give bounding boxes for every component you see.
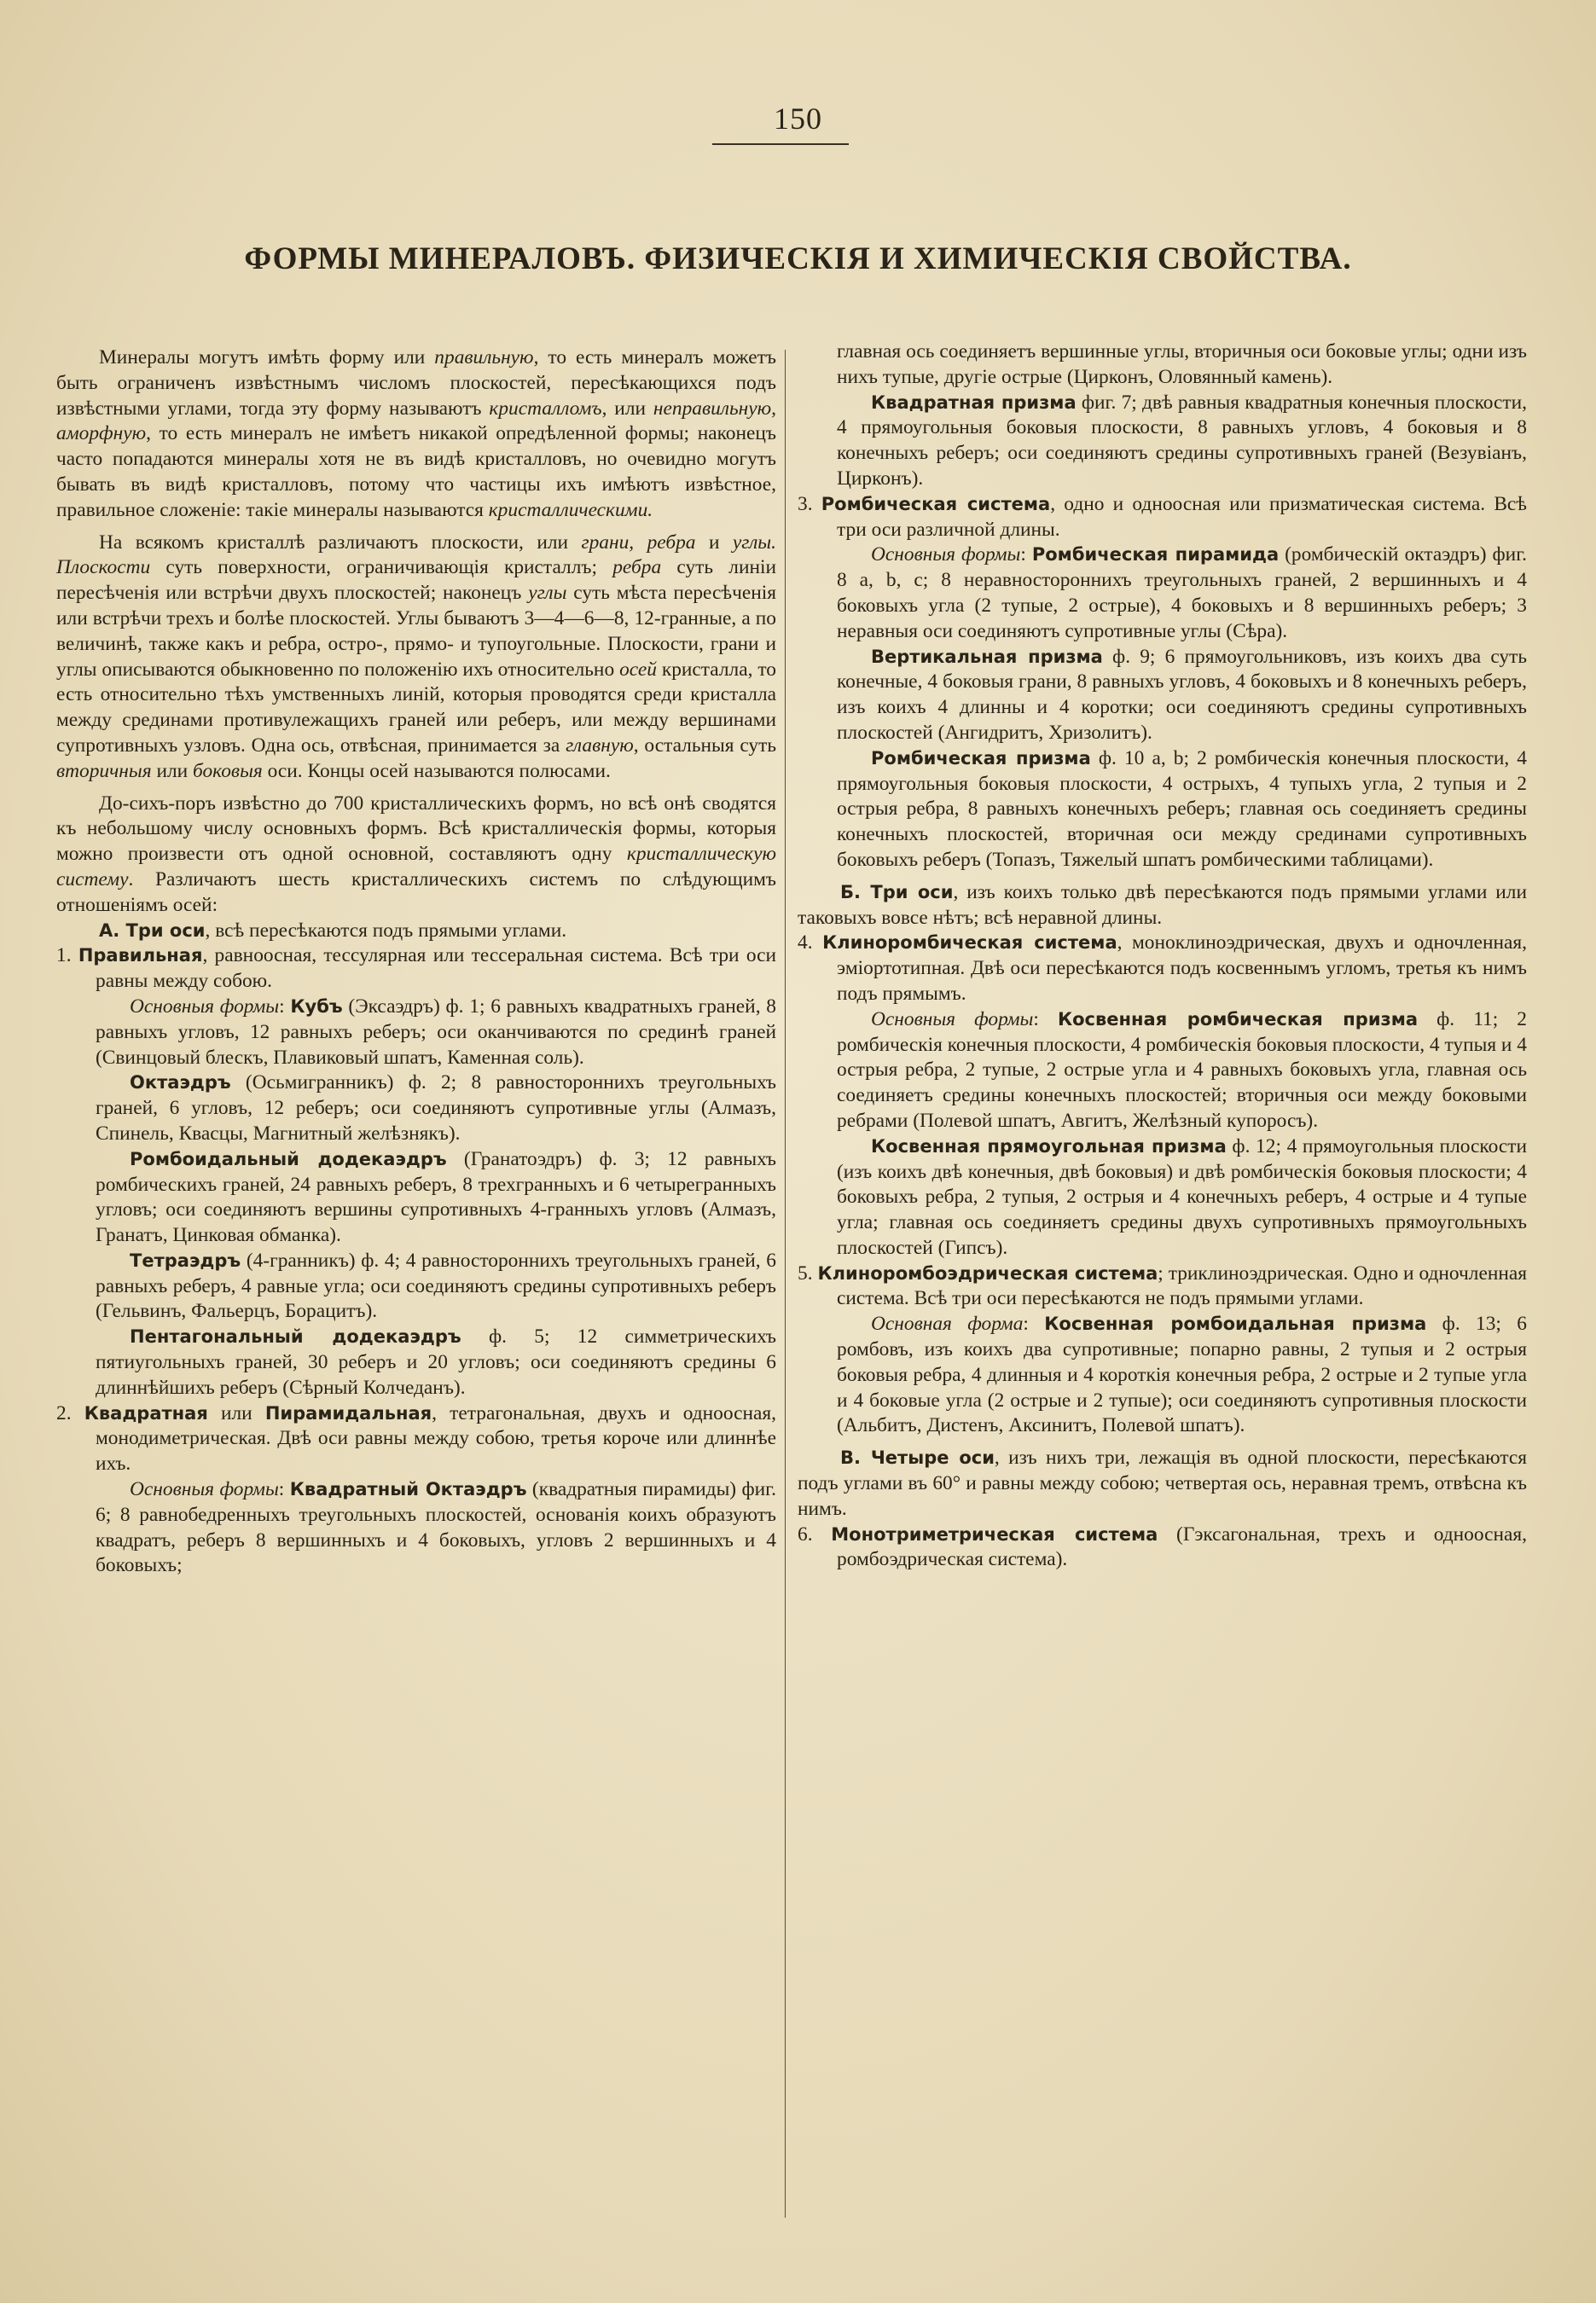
form-cube [56,995,776,1070]
system-6 [798,1523,1527,1574]
text: , или [601,397,653,420]
form-pentagonal-dodecahedron [56,1325,776,1401]
system-name: Клиноромбоэдрическая система [817,1262,1158,1284]
term: грани, ребра [581,531,696,554]
right-column [798,339,1527,1573]
system-3 [798,492,1527,543]
form-oblique-rhombic-prism [798,1007,1527,1134]
text: или [151,759,194,782]
text: , то есть минералъ не имѣетъ никакой опредѣленной формы; наконецъ часто попадаются минералы хотя не въ видѣ кристалловъ, но очевидно могутъ бывать въ видѣ кристалловъ, потому что частицы ихъ имѣютъ извѣстное, правильное сложенiе: такiе минералы называются [56,422,776,521]
term: ребра [612,556,662,579]
number: 1. [56,944,78,967]
text: (4-гранникъ) ф. 4; 4 равностороннихъ треугольныхъ граней, 6 равныхъ реберъ, 4 равные угла; оси соединяютъ средины супротивныхъ реберъ (Гельвинъ, Фальерцъ, Борацитъ). [96,1249,776,1323]
text: (Гранатоэдръ) ф. 3; 12 равныхъ ромбическихъ граней, 24 равныхъ реберъ, 8 трехгранныхъ и 6 четырегранныхъ угловъ; оси соединяютъ вершины супротивныхъ 4-гранныхъ угловъ (Алмазъ, Гранатъ, Цинковая обманка). [96,1147,776,1247]
system-1 [56,943,776,995]
text: главная ось соединяетъ вершинные углы, вторичныя оси боковые углы; одни изъ нихъ тупые, другiе острые (Цирконъ, Оловянный камень). [837,340,1527,388]
group-label: В. Четыре оси [840,1447,995,1469]
term: Основныя формы [871,1007,1034,1030]
text: . Различаютъ шесть кристаллическихъ системъ по слѣдующимъ отношенiямъ осей: [56,867,776,916]
term: углы. Плоскости [56,531,776,579]
system-name: Клиноромбическая система [822,932,1117,954]
text: оси. Концы осей называются полюсами. [262,759,611,782]
column-divider [785,350,786,2218]
text: ф. 10 a, b; 2 ромбическiя конечныя плоскости, 4 прямоугольныя боковыя плоскости, 4 острыхъ, 4 тупыхъ угла, 2 тупыя и 2 острыя ребра, 8 равныхъ конечныхъ реберъ; главная ось соединяетъ средины конечныхъ плоскостей, вторичная оси между срединами супротивныхъ боковыхъ реберъ (Топазъ, Тяжелый шпатъ ромбическими таблицами). [837,746,1528,871]
group-label: А. Три оси [99,919,206,941]
text: , всѣ пересѣкаются подъ прямыми углами. [205,919,567,942]
text: (квадратныя пирамиды) фиг. 6; 8 равнобедренныхъ треугольныхъ плоскостей, основанiя коихъ образуютъ квадратъ, реберъ 8 вершинныхъ и 4 боковыхъ, угловъ 2 вершинныхъ и 4 боковыхъ; [96,1478,776,1577]
system-name: Правильная [78,945,203,966]
text: ; триклиноэдрическая. Одно и одночленная система. Всѣ три оси пересѣкаются не подъ прямыми углами. [837,1262,1528,1310]
form-name: Косвенная прямоугольная призма [871,1135,1227,1157]
form-octahedron [56,1070,776,1146]
page-title: ФОРМЫ МИНЕРАЛОВЪ. ФИЗИЧЕСКIЯ И ХИМИЧЕСКIЯ СВОЙСТВА. [244,241,1352,276]
number: 2. [56,1401,84,1424]
group-a-heading [56,919,776,944]
number: 4. [798,931,823,954]
text: , тетрагональная, двухъ и одноосная, монодиметрическая. Двѣ оси равны между собою, третья короче или длиннѣе ихъ. [96,1401,777,1476]
group-v-heading [798,1446,1527,1522]
form-name: Кубъ [290,995,343,1017]
text: кристалла, то есть относительно тѣхъ умственныхъ линiй, которыя проводятся среди кристалла между срединами противулежащихъ граней или реберъ, или между вершинами супротивныхъ узловъ. Одна ось, отвѣсная, принимается за [56,658,776,757]
group-b-heading [798,880,1527,931]
text: , одно и одноосная или призматическая система. Всѣ три оси различной длины. [837,492,1527,541]
term: кристаллическими. [488,498,653,521]
form-square-octahedron [56,1477,776,1579]
term: Основныя формы [130,1478,279,1501]
text: (ромбическiй октаэдръ) фиг. 8 a, b, c; 8 неравностороннихъ треугольныхъ граней, 2 вершинныхъ и 4 боковыхъ угла (2 тупые, 2 острые), 4 боковыхъ и 8 вершинныхъ реберъ; 3 неравныя оси соединяютъ супротивные углы (Сѣра). [837,543,1527,642]
form-rhombic-pyramid [798,542,1527,644]
form-name: Ромбическая пирамида [1031,544,1280,566]
text: ф. 9; 6 прямоугольниковъ, изъ коихъ два суть конечные, 4 боковыя грани, 8 равныхъ угловъ, 4 боковыхъ и 8 конечныхъ реберъ, изъ коихъ 4 длинны и 4 коротки; оси соединяютъ средины супротивныхъ плоскостей (Ангидритъ, Хризолитъ). [837,645,1527,744]
text: ф. 13; 6 ромбовъ, изъ коихъ два супротивные; попарно равны, 2 тупыя и 2 острыя боковыя ребра, 4 длинныя и 4 короткiя конечныя ребра, 2 острые и 2 тупые угла и 4 боковые угла (2 острые и 2 тупые); оси соединяютъ супротивныя плоскости (Альбитъ, Дистенъ, Аксинитъ, Полевой шпатъ). [837,1313,1527,1437]
number: 5. [798,1262,818,1285]
left-column [56,345,776,1579]
term: Основная форма [871,1313,1024,1336]
form-oblique-rhomboidal-prism [798,1312,1527,1439]
term: боковыя [193,759,263,782]
text: , то есть минералъ можетъ быть ограниченъ извѣстнымъ числомъ плоскостей, пересѣкающихся подъ извѣстными углами, тогда эту форму называютъ [56,346,776,420]
text: , остальныя суть [633,734,776,757]
text: : [1023,1313,1045,1336]
intro-paragraph [56,345,776,524]
text: Минералы могутъ имѣть форму или [99,346,435,368]
term: вторичныя [56,759,152,782]
text: : [1033,1007,1058,1030]
text: суть мѣста пересѣченiя или встрѣчи трехъ и болѣе плоскостей. Углы бываютъ 3—4—6—8, 12-гранные, а по величинѣ, также какъ и ребра, остро-, прямо- и тупоугольные. Плоскости, грани и углы описываются обыкновенно по положенiю ихъ относительно [56,582,776,681]
page-number-rule [712,143,849,145]
form-vertical-prism [798,645,1527,746]
term: главную [566,734,634,757]
form-name: Ромбоидальный додекаэдръ [130,1148,447,1169]
group-label: Б. Три оси [840,881,954,902]
system-name: Монотриметрическая система [831,1523,1158,1545]
text: До-сихъ-поръ извѣстно до 700 кристаллическихъ формъ, но всѣ онѣ сводятся къ небольшому числу основныхъ формъ. Всѣ кристаллическiя формы, которыя можно произвести отъ одной основной, составляютъ одну [56,792,776,866]
system-4 [798,931,1527,1006]
text: : [278,1478,290,1501]
system-name: Квадратная [84,1402,208,1424]
text: На всякомъ кристаллѣ различаютъ плоскости, или [99,531,582,554]
text: фиг. 7; двѣ равныя квадратныя конечныя плоскости, 4 прямоугольныя боковыя плоскости, 8 равныхъ угловъ, 4 боковыя и 8 конечныхъ реберъ; оси соединяютъ средины супротивныхъ граней (Везувiанъ, Цирконъ). [837,391,1527,490]
form-name: Квадратный Октаэдръ [289,1479,527,1500]
system-5 [798,1262,1527,1313]
form-tetrahedron [56,1249,776,1325]
form-name: Тетраэдръ [130,1250,241,1271]
text: , моноклиноэдрическая, двухъ и одночленная, эмiортотипная. Двѣ оси пересѣкаются подъ косвеннымъ угломъ, третья къ нимъ подъ прямымъ. [837,931,1527,1005]
form-rhombic-dodecahedron [56,1147,776,1249]
term: кристалломъ [489,397,602,420]
text: или [207,1401,265,1424]
term: углы [528,582,567,605]
text: (Осьмигранникъ) ф. 2; 8 равностороннихъ треугольныхъ граней, 6 угловъ, 12 реберъ; оси соединяютъ супротивные углы (Алмазъ, Спинель, Квасцы, Магнитный желѣзнякъ). [96,1071,776,1145]
form-name: Ромбическая призма [871,747,1091,769]
number: 6. [798,1523,832,1546]
text: (Гэксагональная, трехъ и одноосная, ромбоэдрическая система). [837,1523,1528,1571]
text: , изъ коихъ только двѣ пересѣкаются подъ прямыми углами или таковыхъ вовсе нѣтъ; всѣ неравной длины. [798,880,1527,929]
term: осей [619,658,657,681]
system-2 [56,1401,776,1477]
text: ф. 11; 2 ромбическiя конечныя плоскости, 4 ромбическiя боковыя плоскости, 4 тупыя и 4 острыя ребра, 2 тупые, 2 острые угла и 4 равныхъ боковыхъ угла, главная ось соединяетъ средины конечныхъ плоскостей; вторичныя оси между боковыми ребрами (Полевой шпатъ, Авгитъ, Желѣзный купоросъ). [837,1007,1527,1132]
text: , изъ нихъ три, лежащiя въ одной плоскости, пересѣкаются подъ углами въ 60° и равны между собою; четвертая ось, неравная тремъ, отвѣсна къ нимъ. [798,1447,1527,1520]
form-name: Косвенная ромбическая призма [1057,1008,1419,1030]
term: неправильную, аморфную [56,397,776,445]
faces-paragraph [56,531,776,785]
continued-text [798,339,1527,391]
form-name: Косвенная ромбоидальная призма [1044,1314,1427,1335]
form-rhombic-prism [798,746,1527,873]
page-number: 150 [774,102,822,136]
number: 3. [798,492,821,515]
form-name: Октаэдръ [130,1072,231,1093]
text: суть линiи пересѣченiя или встрѣчи двухъ плоскостей; наконецъ [56,556,777,605]
text: ф. 5; 12 симметрическихъ пятиугольныхъ граней, 30 реберъ и 20 угловъ; оси соединяютъ средины 6 длиннѣйшихъ реберъ (Сѣрный Колчеданъ). [96,1326,776,1399]
form-oblique-rectangular-prism [798,1134,1527,1262]
form-name: Квадратная призма [871,392,1077,413]
systems-paragraph [56,792,776,919]
form-square-prism [798,391,1527,492]
text: (Эксаэдръ) ф. 1; 6 равныхъ квадратныхъ граней, 8 равныхъ угловъ, 12 равныхъ реберъ; оси оканчиваются по срединѣ граней (Свинцовый блескъ, Плавиковый шпатъ, Каменная соль). [96,995,776,1069]
term: Основныя формы [871,543,1021,566]
text: суть поверхности, ограничивающiя кристаллъ; [150,556,613,579]
text: : [279,995,291,1018]
system-name: Ромбическая система [821,493,1051,514]
term: Основныя формы [130,995,280,1018]
system-name: Пирамидальная [264,1402,432,1424]
text: и [695,531,733,554]
form-name: Вертикальная призма [871,646,1103,667]
text: ф. 12; 4 прямоугольныя плоскости (изъ коихъ двѣ конечныя, двѣ боковыя) и двѣ ромбическiя боковыя плоскости; 4 боковыхъ ребра, 2 тупыя, 2 острыя и 4 конечныхъ реберъ, 4 острые и 4 тупые угла; главная ось соединяетъ средины двухъ супротивныхъ прямоугольныхъ плоскостей (Гипсъ). [837,1134,1527,1259]
term: кристаллическую систему [56,843,776,890]
term: правильную [434,346,534,368]
form-name: Пентагональный додекаэдръ [130,1326,461,1348]
text: : [1020,543,1032,566]
text: , равноосная, тессулярная или тессеральная система. Всѣ три оси равны между собою. [96,944,777,993]
